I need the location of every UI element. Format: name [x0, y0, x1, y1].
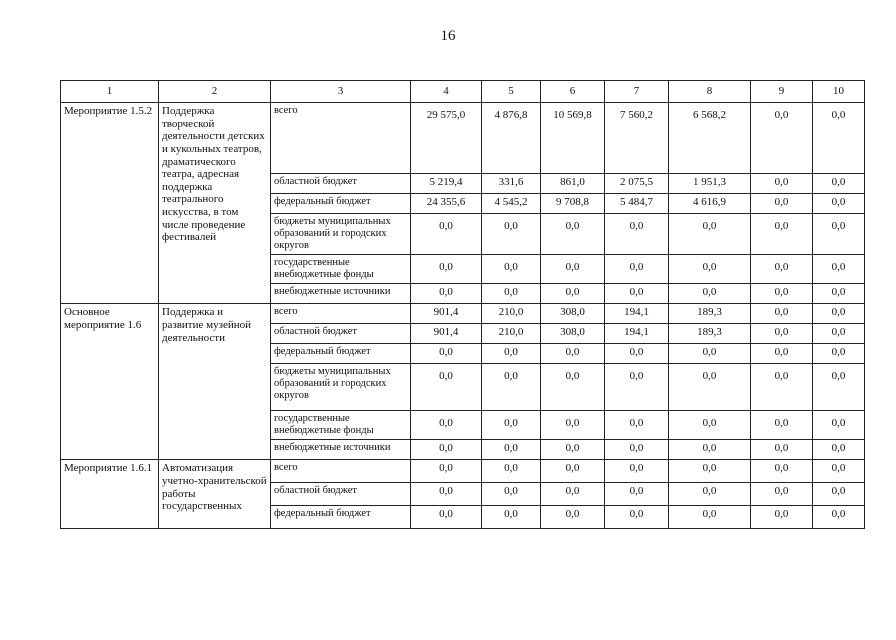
amount-cell: 0,0: [669, 460, 751, 483]
amount-cell: 0,0: [482, 364, 541, 411]
funding-source: федеральный бюджет: [271, 506, 411, 529]
amount-cell: 0,0: [411, 440, 482, 460]
amount-cell: 0,0: [669, 440, 751, 460]
amount-cell: 0,0: [813, 344, 865, 364]
funding-source: бюджеты муниципальных образований и городских округов: [271, 364, 411, 411]
amount-cell: 2 075,5: [605, 174, 669, 194]
amount-cell: 4 876,8: [482, 103, 541, 174]
amount-cell: 0,0: [751, 460, 813, 483]
amount-cell: 194,1: [605, 304, 669, 324]
page-number: 16: [440, 28, 456, 44]
amount-cell: 194,1: [605, 324, 669, 344]
activity-description: Поддержка и развитие музейной деятельности: [159, 304, 271, 460]
funding-source: всего: [271, 460, 411, 483]
amount-cell: 0,0: [813, 411, 865, 440]
amount-cell: 0,0: [751, 411, 813, 440]
amount-cell: 0,0: [751, 506, 813, 529]
amount-cell: 0,0: [751, 483, 813, 506]
amount-cell: 10 569,8: [541, 103, 605, 174]
amount-cell: 0,0: [411, 506, 482, 529]
amount-cell: 189,3: [669, 324, 751, 344]
funding-source: бюджеты муниципальных образований и городских округов: [271, 214, 411, 255]
amount-cell: 4 616,9: [669, 194, 751, 214]
amount-cell: 0,0: [751, 364, 813, 411]
amount-cell: 0,0: [541, 214, 605, 255]
funding-source: областной бюджет: [271, 483, 411, 506]
amount-cell: 0,0: [605, 214, 669, 255]
amount-cell: 0,0: [411, 483, 482, 506]
funding-source: федеральный бюджет: [271, 194, 411, 214]
column-header: 10: [813, 81, 865, 103]
amount-cell: 210,0: [482, 324, 541, 344]
amount-cell: 0,0: [813, 440, 865, 460]
amount-cell: 0,0: [669, 506, 751, 529]
amount-cell: 0,0: [605, 411, 669, 440]
column-header: 5: [482, 81, 541, 103]
amount-cell: 0,0: [669, 483, 751, 506]
amount-cell: 308,0: [541, 304, 605, 324]
amount-cell: 0,0: [669, 364, 751, 411]
amount-cell: 0,0: [541, 255, 605, 284]
table-header: [61, 81, 865, 103]
table-row: [61, 460, 865, 483]
amount-cell: 308,0: [541, 324, 605, 344]
amount-cell: 189,3: [669, 304, 751, 324]
amount-cell: 0,0: [411, 284, 482, 304]
amount-cell: 29 575,0: [411, 103, 482, 174]
amount-cell: 0,0: [751, 344, 813, 364]
amount-cell: 0,0: [541, 483, 605, 506]
amount-cell: 0,0: [813, 214, 865, 255]
amount-cell: 0,0: [482, 214, 541, 255]
amount-cell: 0,0: [813, 324, 865, 344]
column-header: 3: [271, 81, 411, 103]
amount-cell: 0,0: [605, 460, 669, 483]
column-header: 9: [751, 81, 813, 103]
amount-cell: 331,6: [482, 174, 541, 194]
amount-cell: 1 951,3: [669, 174, 751, 194]
funding-source: федеральный бюджет: [271, 344, 411, 364]
amount-cell: 0,0: [482, 460, 541, 483]
column-header: 8: [669, 81, 751, 103]
column-header: 4: [411, 81, 482, 103]
amount-cell: 0,0: [541, 364, 605, 411]
amount-cell: 0,0: [482, 284, 541, 304]
budget-table: [60, 80, 865, 529]
amount-cell: 0,0: [482, 344, 541, 364]
activity-name: Мероприятие 1.5.2: [61, 103, 159, 304]
amount-cell: 0,0: [813, 194, 865, 214]
activity-name: Мероприятие 1.6.1: [61, 460, 159, 529]
amount-cell: 0,0: [411, 460, 482, 483]
amount-cell: 0,0: [813, 174, 865, 194]
amount-cell: 0,0: [605, 284, 669, 304]
amount-cell: 0,0: [482, 483, 541, 506]
amount-cell: 9 708,8: [541, 194, 605, 214]
amount-cell: 0,0: [813, 460, 865, 483]
amount-cell: 0,0: [605, 344, 669, 364]
amount-cell: 0,0: [411, 411, 482, 440]
funding-source: всего: [271, 304, 411, 324]
funding-source: внебюджетные источники: [271, 284, 411, 304]
amount-cell: 6 568,2: [669, 103, 751, 174]
amount-cell: 0,0: [541, 440, 605, 460]
table-row: [61, 304, 865, 324]
header-row: [61, 81, 865, 103]
table-body: [61, 103, 865, 529]
amount-cell: 0,0: [751, 103, 813, 174]
funding-source: областной бюджет: [271, 324, 411, 344]
amount-cell: 0,0: [541, 344, 605, 364]
amount-cell: 0,0: [541, 460, 605, 483]
amount-cell: 0,0: [669, 284, 751, 304]
activity-name: Основное мероприятие 1.6: [61, 304, 159, 460]
amount-cell: 0,0: [813, 506, 865, 529]
amount-cell: 0,0: [482, 440, 541, 460]
amount-cell: 5 484,7: [605, 194, 669, 214]
amount-cell: 0,0: [541, 506, 605, 529]
amount-cell: 0,0: [541, 284, 605, 304]
amount-cell: 0,0: [482, 506, 541, 529]
amount-cell: 0,0: [605, 440, 669, 460]
amount-cell: 0,0: [669, 411, 751, 440]
amount-cell: 0,0: [751, 440, 813, 460]
amount-cell: 0,0: [813, 364, 865, 411]
amount-cell: 0,0: [482, 411, 541, 440]
amount-cell: 0,0: [669, 255, 751, 284]
amount-cell: 0,0: [411, 364, 482, 411]
amount-cell: 0,0: [669, 214, 751, 255]
activity-description: Поддержка творческой деятельности детских и кукольных театров, драматического театра, адресная поддержка театрального искусства, в том числе проведение фестивалей: [159, 103, 271, 304]
amount-cell: 0,0: [813, 483, 865, 506]
column-header: 6: [541, 81, 605, 103]
amount-cell: 0,0: [751, 194, 813, 214]
amount-cell: 0,0: [751, 304, 813, 324]
amount-cell: 0,0: [813, 255, 865, 284]
amount-cell: 0,0: [751, 214, 813, 255]
amount-cell: 0,0: [751, 255, 813, 284]
amount-cell: 0,0: [605, 483, 669, 506]
funding-source: всего: [271, 103, 411, 174]
amount-cell: 861,0: [541, 174, 605, 194]
amount-cell: 5 219,4: [411, 174, 482, 194]
funding-source: государственные внебюджетные фонды: [271, 255, 411, 284]
amount-cell: 210,0: [482, 304, 541, 324]
amount-cell: 0,0: [605, 364, 669, 411]
amount-cell: 0,0: [669, 344, 751, 364]
amount-cell: 0,0: [813, 284, 865, 304]
table-row: [61, 103, 865, 174]
amount-cell: 0,0: [751, 174, 813, 194]
amount-cell: 0,0: [482, 255, 541, 284]
amount-cell: 0,0: [751, 324, 813, 344]
amount-cell: 901,4: [411, 304, 482, 324]
amount-cell: 0,0: [411, 255, 482, 284]
column-header: 1: [61, 81, 159, 103]
activity-description: Автоматизация учетно-хранительской работы государственных: [159, 460, 271, 529]
amount-cell: 0,0: [541, 411, 605, 440]
amount-cell: 0,0: [605, 255, 669, 284]
amount-cell: 7 560,2: [605, 103, 669, 174]
amount-cell: 24 355,6: [411, 194, 482, 214]
amount-cell: 4 545,2: [482, 194, 541, 214]
amount-cell: 901,4: [411, 324, 482, 344]
funding-source: областной бюджет: [271, 174, 411, 194]
amount-cell: 0,0: [411, 214, 482, 255]
column-header: 2: [159, 81, 271, 103]
funding-source: внебюджетные источники: [271, 440, 411, 460]
funding-source: государственные внебюджетные фонды: [271, 411, 411, 440]
amount-cell: 0,0: [751, 284, 813, 304]
amount-cell: 0,0: [813, 304, 865, 324]
column-header: 7: [605, 81, 669, 103]
amount-cell: 0,0: [411, 344, 482, 364]
amount-cell: 0,0: [605, 506, 669, 529]
amount-cell: 0,0: [813, 103, 865, 174]
